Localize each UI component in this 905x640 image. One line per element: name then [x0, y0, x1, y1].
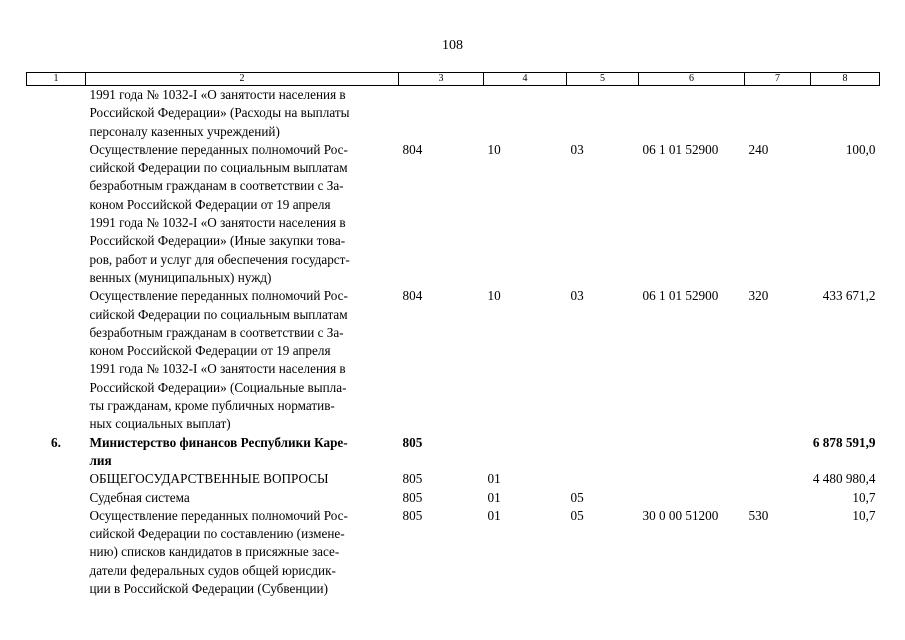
- row-description: [86, 287, 399, 433]
- description-line: безработным гражданам в соответствии с За-: [89, 178, 344, 194]
- expense-type-code: 240: [748, 141, 769, 157]
- subsection-code: [567, 470, 639, 488]
- expense-type-code: [745, 86, 811, 141]
- row-number: [27, 507, 86, 598]
- description-line: ты гражданам, кроме публичных норматив-: [89, 398, 335, 414]
- expense-type-code: [745, 434, 811, 471]
- ministry-code: 805: [402, 471, 423, 487]
- row-description: [86, 507, 399, 598]
- column-header-5: 5: [567, 73, 639, 86]
- description-line: коном Российской Федерации от 19 апреля: [89, 343, 331, 359]
- target-article-code: [639, 489, 745, 507]
- row-description: [86, 434, 399, 471]
- row-number: 6.: [51, 434, 61, 450]
- expense-type-code: 530: [748, 507, 769, 523]
- column-header-4: 4: [484, 73, 567, 86]
- row-number: [27, 470, 86, 488]
- description-line: сийской Федерации по социальным выплатам: [89, 160, 348, 176]
- table-row: [27, 470, 880, 488]
- row-description: [86, 489, 399, 507]
- description-line: Осуществление переданных полномочий Рос-: [89, 507, 348, 523]
- description-line: нию) списков кандидатов в присяжные засе-: [89, 544, 340, 560]
- description-line: датели федеральных судов общей юрисдик-: [89, 562, 336, 578]
- section-code: 10: [487, 141, 501, 157]
- ministry-code: 804: [402, 288, 423, 304]
- description-line: Осуществление переданных полномочий Рос-: [89, 141, 348, 157]
- description-line: ОБЩЕГОСУДАРСТВЕННЫЕ ВОПРОСЫ: [89, 471, 329, 487]
- table-row: [27, 507, 880, 598]
- table-row: [27, 489, 880, 507]
- description-line: персоналу казенных учреждений): [89, 123, 280, 139]
- description-line: 1991 года № 1032-I «О занятости населения в: [89, 361, 346, 377]
- subsection-code: 03: [570, 288, 584, 304]
- ministry-code: 804: [402, 141, 423, 157]
- description-line: коном Российской Федерации от 19 апреля: [89, 196, 331, 212]
- column-number-header: [27, 73, 880, 86]
- target-article-code: 06 1 01 52900: [642, 141, 719, 157]
- amount: 4 480 980,4: [812, 471, 876, 487]
- row-description: [86, 86, 399, 141]
- description-line: ции в Российской Федерации (Субвенции): [89, 581, 328, 597]
- description-line: сийской Федерации по составлению (измене-: [89, 526, 345, 542]
- amount: 10,7: [852, 489, 876, 505]
- target-article-code: [639, 86, 745, 141]
- subsection-code: 05: [570, 489, 584, 505]
- column-header-6: 6: [639, 73, 745, 86]
- row-number: [27, 489, 86, 507]
- target-article-code: [639, 434, 745, 471]
- subsection-code: 05: [570, 507, 584, 523]
- description-line: ров, работ и услуг для обеспечения государст-: [89, 251, 350, 267]
- ministry-code: [399, 86, 484, 141]
- amount: 6 878 591,9: [812, 434, 876, 450]
- row-number: [27, 141, 86, 287]
- description-line: венных (муниципальных) нужд): [89, 269, 272, 285]
- section-code: 01: [487, 489, 501, 505]
- section-code: 10: [487, 288, 501, 304]
- description-line: Российской Федерации» (Расходы на выплаты: [89, 105, 350, 121]
- description-line: безработным гражданам в соответствии с За-: [89, 324, 344, 340]
- section-code: 01: [487, 507, 501, 523]
- table-row: [27, 287, 880, 433]
- row-description: [86, 141, 399, 287]
- subsection-code: [567, 86, 639, 141]
- description-line: лия: [89, 452, 112, 468]
- row-number: [27, 287, 86, 433]
- column-header-8: 8: [811, 73, 880, 86]
- ministry-code: 805: [402, 507, 423, 523]
- row-number: [27, 86, 86, 141]
- subsection-code: 03: [570, 141, 584, 157]
- section-code: [484, 86, 567, 141]
- description-line: сийской Федерации по социальным выплатам: [89, 306, 348, 322]
- description-line: Осуществление переданных полномочий Рос-: [89, 288, 348, 304]
- section-code: 01: [487, 471, 501, 487]
- table-row: [27, 434, 880, 471]
- table-row: [27, 86, 880, 141]
- column-header-2: 2: [86, 73, 399, 86]
- target-article-code: [639, 470, 745, 488]
- amount: 433 671,2: [822, 288, 876, 304]
- amount: 10,7: [852, 507, 876, 523]
- expense-type-code: [745, 489, 811, 507]
- expense-type-code: [745, 470, 811, 488]
- column-header-7: 7: [745, 73, 811, 86]
- description-line: Судебная система: [89, 489, 190, 505]
- column-header-3: 3: [399, 73, 484, 86]
- amount: [811, 86, 880, 141]
- ministry-code: 805: [402, 434, 423, 450]
- table-row: [27, 141, 880, 287]
- amount: 100,0: [845, 141, 876, 157]
- section-code: [484, 434, 567, 471]
- description-line: 1991 года № 1032-I «О занятости населения в: [89, 87, 346, 102]
- description-line: Министерство финансов Республики Каре-: [89, 434, 348, 450]
- column-header-1: 1: [27, 73, 86, 86]
- target-article-code: 30 0 00 51200: [642, 507, 719, 523]
- target-article-code: 06 1 01 52900: [642, 288, 719, 304]
- subsection-code: [567, 434, 639, 471]
- row-description: [86, 470, 399, 488]
- description-line: 1991 года № 1032-I «О занятости населения в: [89, 215, 346, 231]
- expense-type-code: 320: [748, 288, 769, 304]
- ministry-code: 805: [402, 489, 423, 505]
- budget-table: [26, 72, 880, 598]
- description-line: ных социальных выплат): [89, 416, 231, 432]
- page-number: 108: [442, 38, 463, 53]
- description-line: Российской Федерации» (Иные закупки това-: [89, 233, 346, 249]
- description-line: Российской Федерации» (Социальные выпла-: [89, 379, 347, 395]
